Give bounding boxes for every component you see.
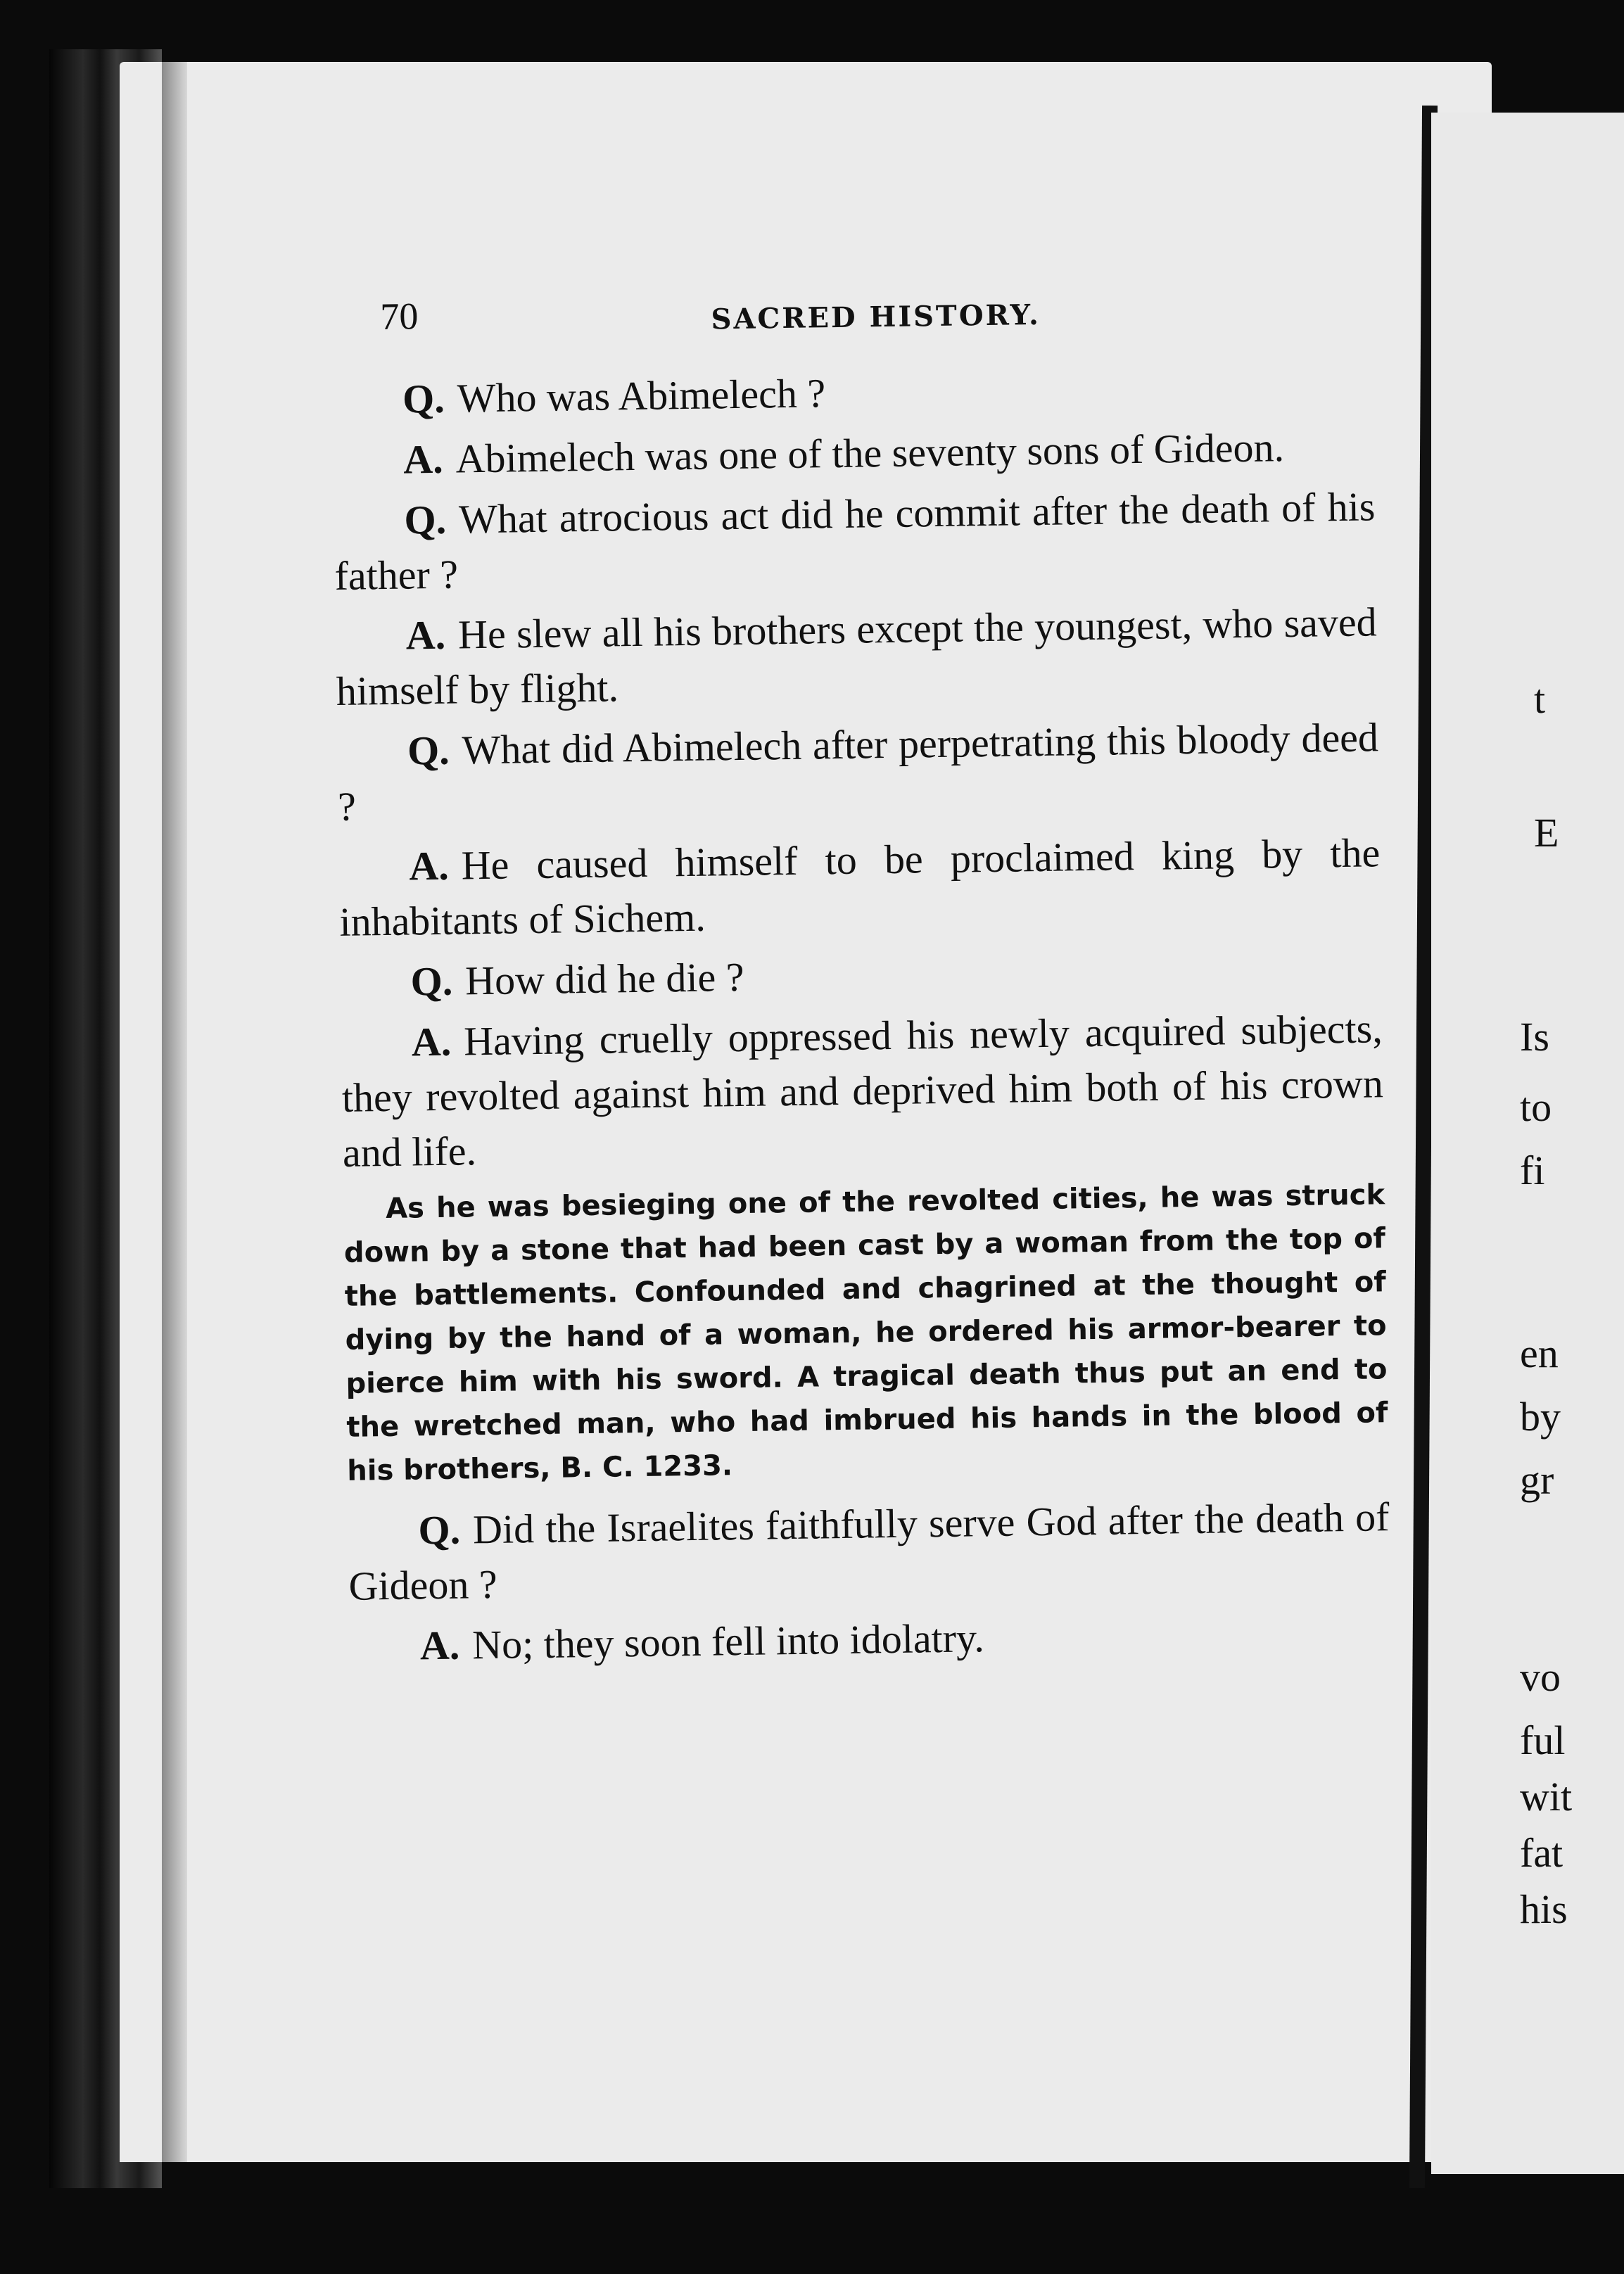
right-fragment: E <box>1534 810 1559 856</box>
paragraph-lead: A. <box>405 611 446 659</box>
right-fragment: his <box>1520 1886 1568 1932</box>
answer-paragraph <box>341 1001 1384 1181</box>
right-fragment: fi <box>1520 1148 1545 1193</box>
right-fragment: to <box>1520 1084 1552 1130</box>
paragraph-lead: Q. <box>402 375 445 422</box>
page-number: 70 <box>380 295 419 338</box>
paragraph-text: Having cruelly oppressed his newly acquired subjects, they revolted against him and deprived him both of his crown and life. <box>341 1005 1384 1176</box>
paragraph-text: How did he die ? <box>464 953 744 1004</box>
page-text-block <box>331 281 1391 1679</box>
paragraph-lead: A. <box>411 1018 452 1065</box>
qa-section-continued <box>348 1489 1391 1675</box>
question-paragraph <box>334 479 1376 604</box>
answer-paragraph <box>335 595 1378 719</box>
question-paragraph <box>337 710 1380 834</box>
question-paragraph <box>348 1489 1390 1614</box>
answer-paragraph <box>349 1605 1391 1675</box>
answer-paragraph <box>338 825 1381 950</box>
qa-section <box>332 358 1385 1181</box>
page-edge-shadow <box>162 62 187 2162</box>
paragraph-text: No; they soon fell into idolatry. <box>471 1615 985 1668</box>
paragraph-text: He slew all his brothers except the youngest, who saved himself by flight. <box>336 599 1378 714</box>
paragraph-lead: Q. <box>404 496 447 543</box>
right-fragment: gr <box>1520 1457 1554 1503</box>
paragraph-text: Did the Israelites faithfully serve God after the death of Gideon ? <box>348 1494 1390 1609</box>
right-page-fragments <box>1520 0 1624 2274</box>
answer-paragraph <box>333 419 1375 488</box>
paragraph-lead: Q. <box>410 958 453 1005</box>
paragraph-text: He caused himself to be proclaimed king by the inhabitants of Sichem. <box>338 830 1381 945</box>
paragraph-text: What did Abimelech after perpetrating this bloody deed ? <box>337 714 1379 830</box>
paragraph-text: Who was Abimelech ? <box>457 370 826 421</box>
right-fragment: wit <box>1520 1774 1573 1819</box>
running-head: SACRED HISTORY. <box>711 298 1041 336</box>
right-fragment: fat <box>1520 1830 1563 1876</box>
historical-note: As he was besieging one of the revolted cities, he was struck down by a stone that had been cast by a woman from the top of the battlements. Confounded and chagrined at the thought of dying by the hand of a woman, he ordered his armor-bearer to pierce him with his sword. A tragical death thus put an end to the wretched man, who had imbrued his hands in the blood of his brothers, B. C. 1233. <box>343 1179 1388 1487</box>
page-header <box>331 281 1373 373</box>
right-fragment: t <box>1534 676 1546 722</box>
paragraph-text: Abimelech was one of the seventy sons of Gideon. <box>455 424 1285 482</box>
paragraph-lead: Q. <box>418 1506 461 1554</box>
paragraph-text: What atrocious act did he commit after the death of his father ? <box>334 483 1376 599</box>
right-fragment: vo <box>1520 1654 1561 1700</box>
paragraph-lead: A. <box>419 1622 460 1669</box>
question-paragraph <box>340 941 1382 1010</box>
right-fragment: by <box>1520 1394 1561 1440</box>
right-fragment: ful <box>1520 1717 1566 1763</box>
paragraph-lead: Q. <box>407 727 450 774</box>
right-fragment: Is <box>1520 1014 1549 1060</box>
paragraph-lead: A. <box>408 842 450 889</box>
paragraph-lead: A. <box>402 436 444 483</box>
right-fragment: en <box>1520 1330 1559 1376</box>
